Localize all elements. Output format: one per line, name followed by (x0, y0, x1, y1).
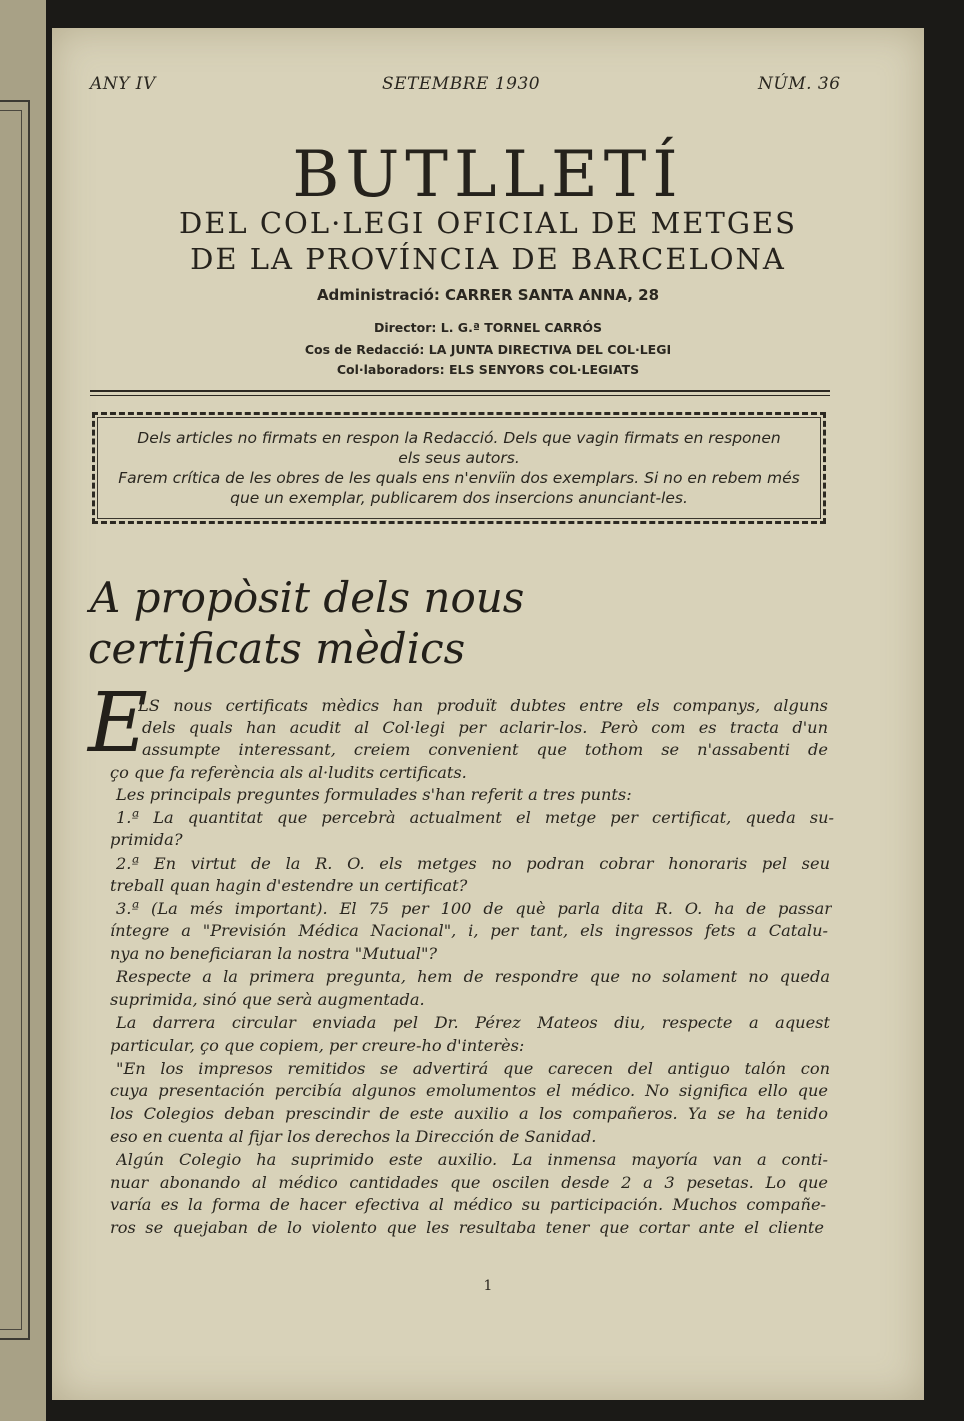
editorial-notice-box (92, 412, 826, 524)
article-line: treball quan hagin d'estendre un certificat? (110, 876, 468, 895)
article-line: varía es la forma de hacer efectiva al médico su participación. Muchos compañe- (110, 1195, 826, 1214)
article-line: 3.ª (La més important). El 75 per 100 de què parla dita R. O. ha de passar (116, 899, 832, 918)
previous-page-edge (0, 0, 46, 1421)
article-line: LS nous certificats mèdics han produït dubtes entre els companys, alguns (138, 696, 828, 715)
issue-number: NÚM. 36 (758, 74, 841, 94)
notice-line-3: Farem crítica de les obres de les quals ens n'enviïn dos exemplars. Si no en rebem més (118, 469, 800, 487)
volume-label: ANY IV (90, 74, 156, 94)
article-line: los Colegios deban prescindir de este auxilio a los compañeros. Ya se ha tenido (110, 1104, 828, 1123)
article-line: suprimida, sinó que serà augmentada. (110, 990, 425, 1009)
article-line: Respecte a la primera pregunta, hem de respondre que no solament no queda (116, 967, 830, 986)
issue-date: SETEMBRE 1930 (382, 74, 541, 94)
article-line: 1.ª La quantitat que percebrà actualment el metge per certificat, queda su- (116, 808, 834, 827)
masthead-rule-bottom (90, 395, 830, 396)
masthead-title: BUTLLETÍ (292, 138, 684, 212)
article-line: dels quals han acudit al Col·legi per aclarir-los. Però com es tracta d'un (142, 718, 828, 737)
article-line: ros se quejaban de lo violento que les resultaba tener que cortar ante el cliente (110, 1218, 824, 1237)
article-line: 2.ª En virtut de la R. O. els metges no podran cobrar honoraris pel seu (116, 854, 830, 873)
notice-line-2: els seus autors. (398, 449, 520, 467)
drop-cap: E (88, 676, 148, 771)
page-number: 1 (483, 1278, 493, 1294)
article-line: particular, ço que copiem, per creure-ho d'interès: (110, 1036, 525, 1055)
article-line: eso en cuenta al fijar los derechos la Dirección de Sanidad. (110, 1127, 597, 1146)
article-line: assumpte interessant, creiem convenient que tothom se n'assabenti de (142, 740, 828, 759)
editorial-board-line: Cos de Redacció: LA JUNTA DIRECTIVA DEL COL·LEGI (304, 342, 672, 357)
notice-line-4: que un exemplar, publicarem dos insercions anunciant-les. (230, 489, 688, 507)
article-title-line-1: A propòsit dels nous (90, 573, 525, 622)
director-line: Director: L. G.ª TORNEL CARRÓS (373, 320, 603, 335)
article-line: ço que fa referència als al·ludits certificats. (110, 763, 467, 782)
masthead-subtitle-2: DE LA PROVÍNCIA DE BARCELONA (190, 242, 786, 276)
article-line: La darrera circular enviada pel Dr. Pérez Mateos diu, respecte a aquest (116, 1013, 830, 1032)
article-line: nuar abonando al médico cantidades que oscilen desde 2 a 3 pesetas. Lo que (110, 1173, 828, 1192)
article-title-line-2: certificats mèdics (88, 624, 466, 673)
masthead-subtitle-1: DEL COL·LEGI OFICIAL DE METGES (178, 206, 798, 240)
collaborators-line: Col·laboradors: ELS SENYORS COL·LEGIATS (336, 362, 640, 377)
previous-page-inner-border (0, 110, 22, 1330)
notice-line-1: Dels articles no firmats en respon la Redacció. Dels que vagin firmats en responen (137, 429, 781, 447)
masthead-rule-top (90, 390, 830, 392)
article-line: íntegre a "Previsión Médica Nacional", i, per tant, els ingressos fets a Catalu- (110, 921, 828, 940)
article-line: Les principals preguntes formulades s'han referit a tres punts: (116, 785, 632, 804)
bulletin-page (52, 28, 924, 1400)
article-line: primida? (110, 830, 183, 849)
article-line: nya no beneficiaran la nostra "Mutual"? (110, 944, 438, 963)
administration-address: Administració: CARRER SANTA ANNA, 28 (316, 286, 660, 304)
article-line: Algún Colegio ha suprimido este auxilio. La inmensa mayoría van a conti- (116, 1150, 828, 1169)
article-line: "En los impresos remitidos se advertirá que carecen del antiguo talón con (116, 1059, 830, 1078)
article-line: cuya presentación percibía algunos emolumentos el médico. No significa ello que (110, 1081, 828, 1100)
